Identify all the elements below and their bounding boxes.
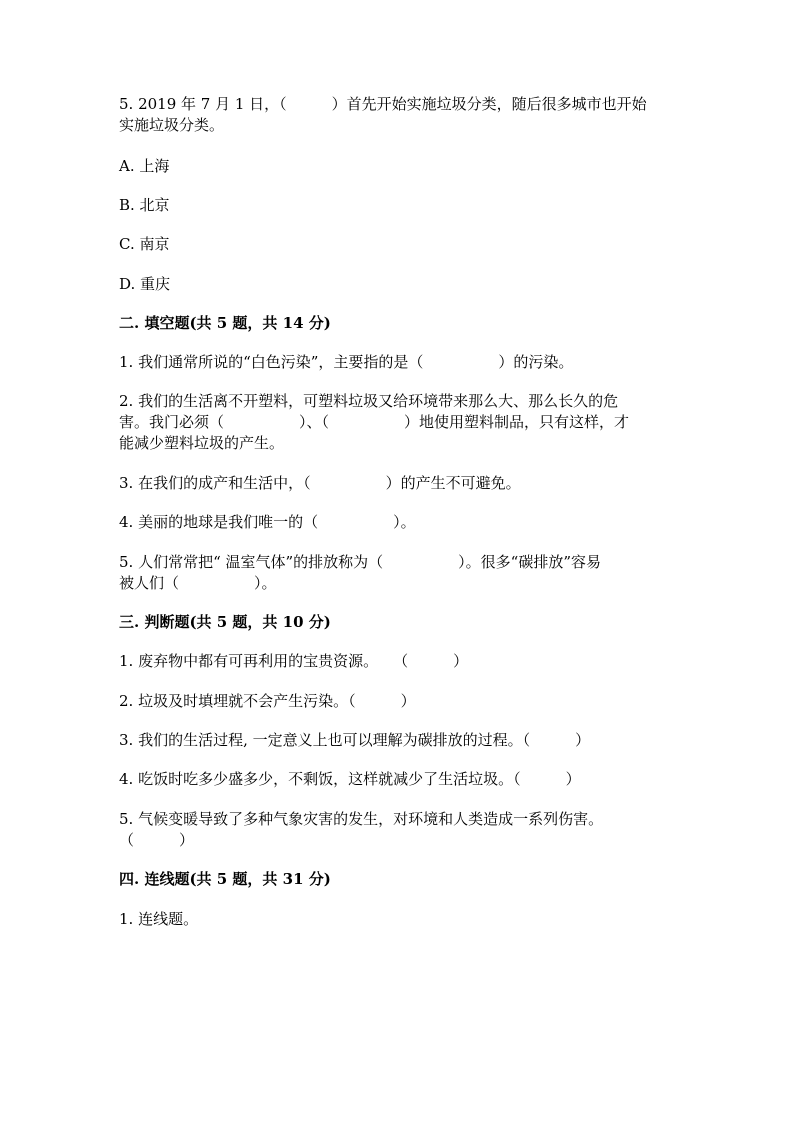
fill-question-2-line1: 2. 我们的生活离不开塑料，可塑料垃圾又给环境带来那么大、那么长久的危 — [119, 392, 619, 410]
section-matching-title: 四. 连线题(共 5 题，共 31 分) — [119, 870, 331, 888]
fill-question-1: 1. 我们通常所说的“白色污染”，主要指的是（ ）的污染。 — [119, 353, 574, 371]
judge-question-1: 1. 废弃物中都有可再利用的宝贵资源。 （ ） — [119, 652, 469, 670]
judge-question-3: 3. 我们的生活过程, 一定意义上也可以理解为碳排放的过程。（ ） — [119, 731, 591, 749]
judge-question-2: 2. 垃圾及时填埋就不会产生污染。（ ） — [119, 692, 416, 710]
fill-question-5-line1: 5. 人们常常把“ 温室气体”的排放称为（ ）。很多“碳排放”容易 — [119, 553, 602, 571]
choice-question-5-line2: 实施垃圾分类。 — [119, 116, 225, 134]
matching-question-1: 1. 连线题。 — [119, 910, 199, 928]
section-fill-blank-title: 二. 填空题(共 5 题，共 14 分) — [119, 314, 331, 332]
section-judge-title: 三. 判断题(共 5 题，共 10 分) — [119, 613, 331, 631]
fill-question-2-line2: 害。我门必须（ ）、（ ）地使用塑料制品，只有这样，才 — [119, 413, 630, 431]
fill-question-2-line3: 能减少塑料垃圾的产生。 — [119, 434, 285, 452]
choice-question-5-line1: 5. 2019 年 7 月 1 日，（ ）首先开始实施垃圾分类，随后很多城市也开始 — [119, 95, 647, 113]
option-a: A. 上海 — [119, 157, 170, 175]
option-c: C. 南京 — [119, 235, 170, 253]
option-d: D. 重庆 — [119, 275, 171, 293]
judge-question-4: 4. 吃饭时吃多少盛多少，不剩饭，这样就减少了生活垃圾。（ ） — [119, 770, 581, 788]
fill-question-5-line2: 被人们（ ）。 — [119, 574, 277, 592]
judge-question-5-line1: 5. 气候变暖导致了多种气象灾害的发生，对环境和人类造成一系列伤害。 — [119, 810, 604, 828]
fill-question-4: 4. 美丽的地球是我们唯一的（ ）。 — [119, 513, 416, 531]
option-b: B. 北京 — [119, 196, 170, 214]
judge-question-5-line2: （ ） — [119, 831, 195, 849]
fill-question-3: 3. 在我们的成产和生活中，（ ）的产生不可避免。 — [119, 474, 521, 492]
